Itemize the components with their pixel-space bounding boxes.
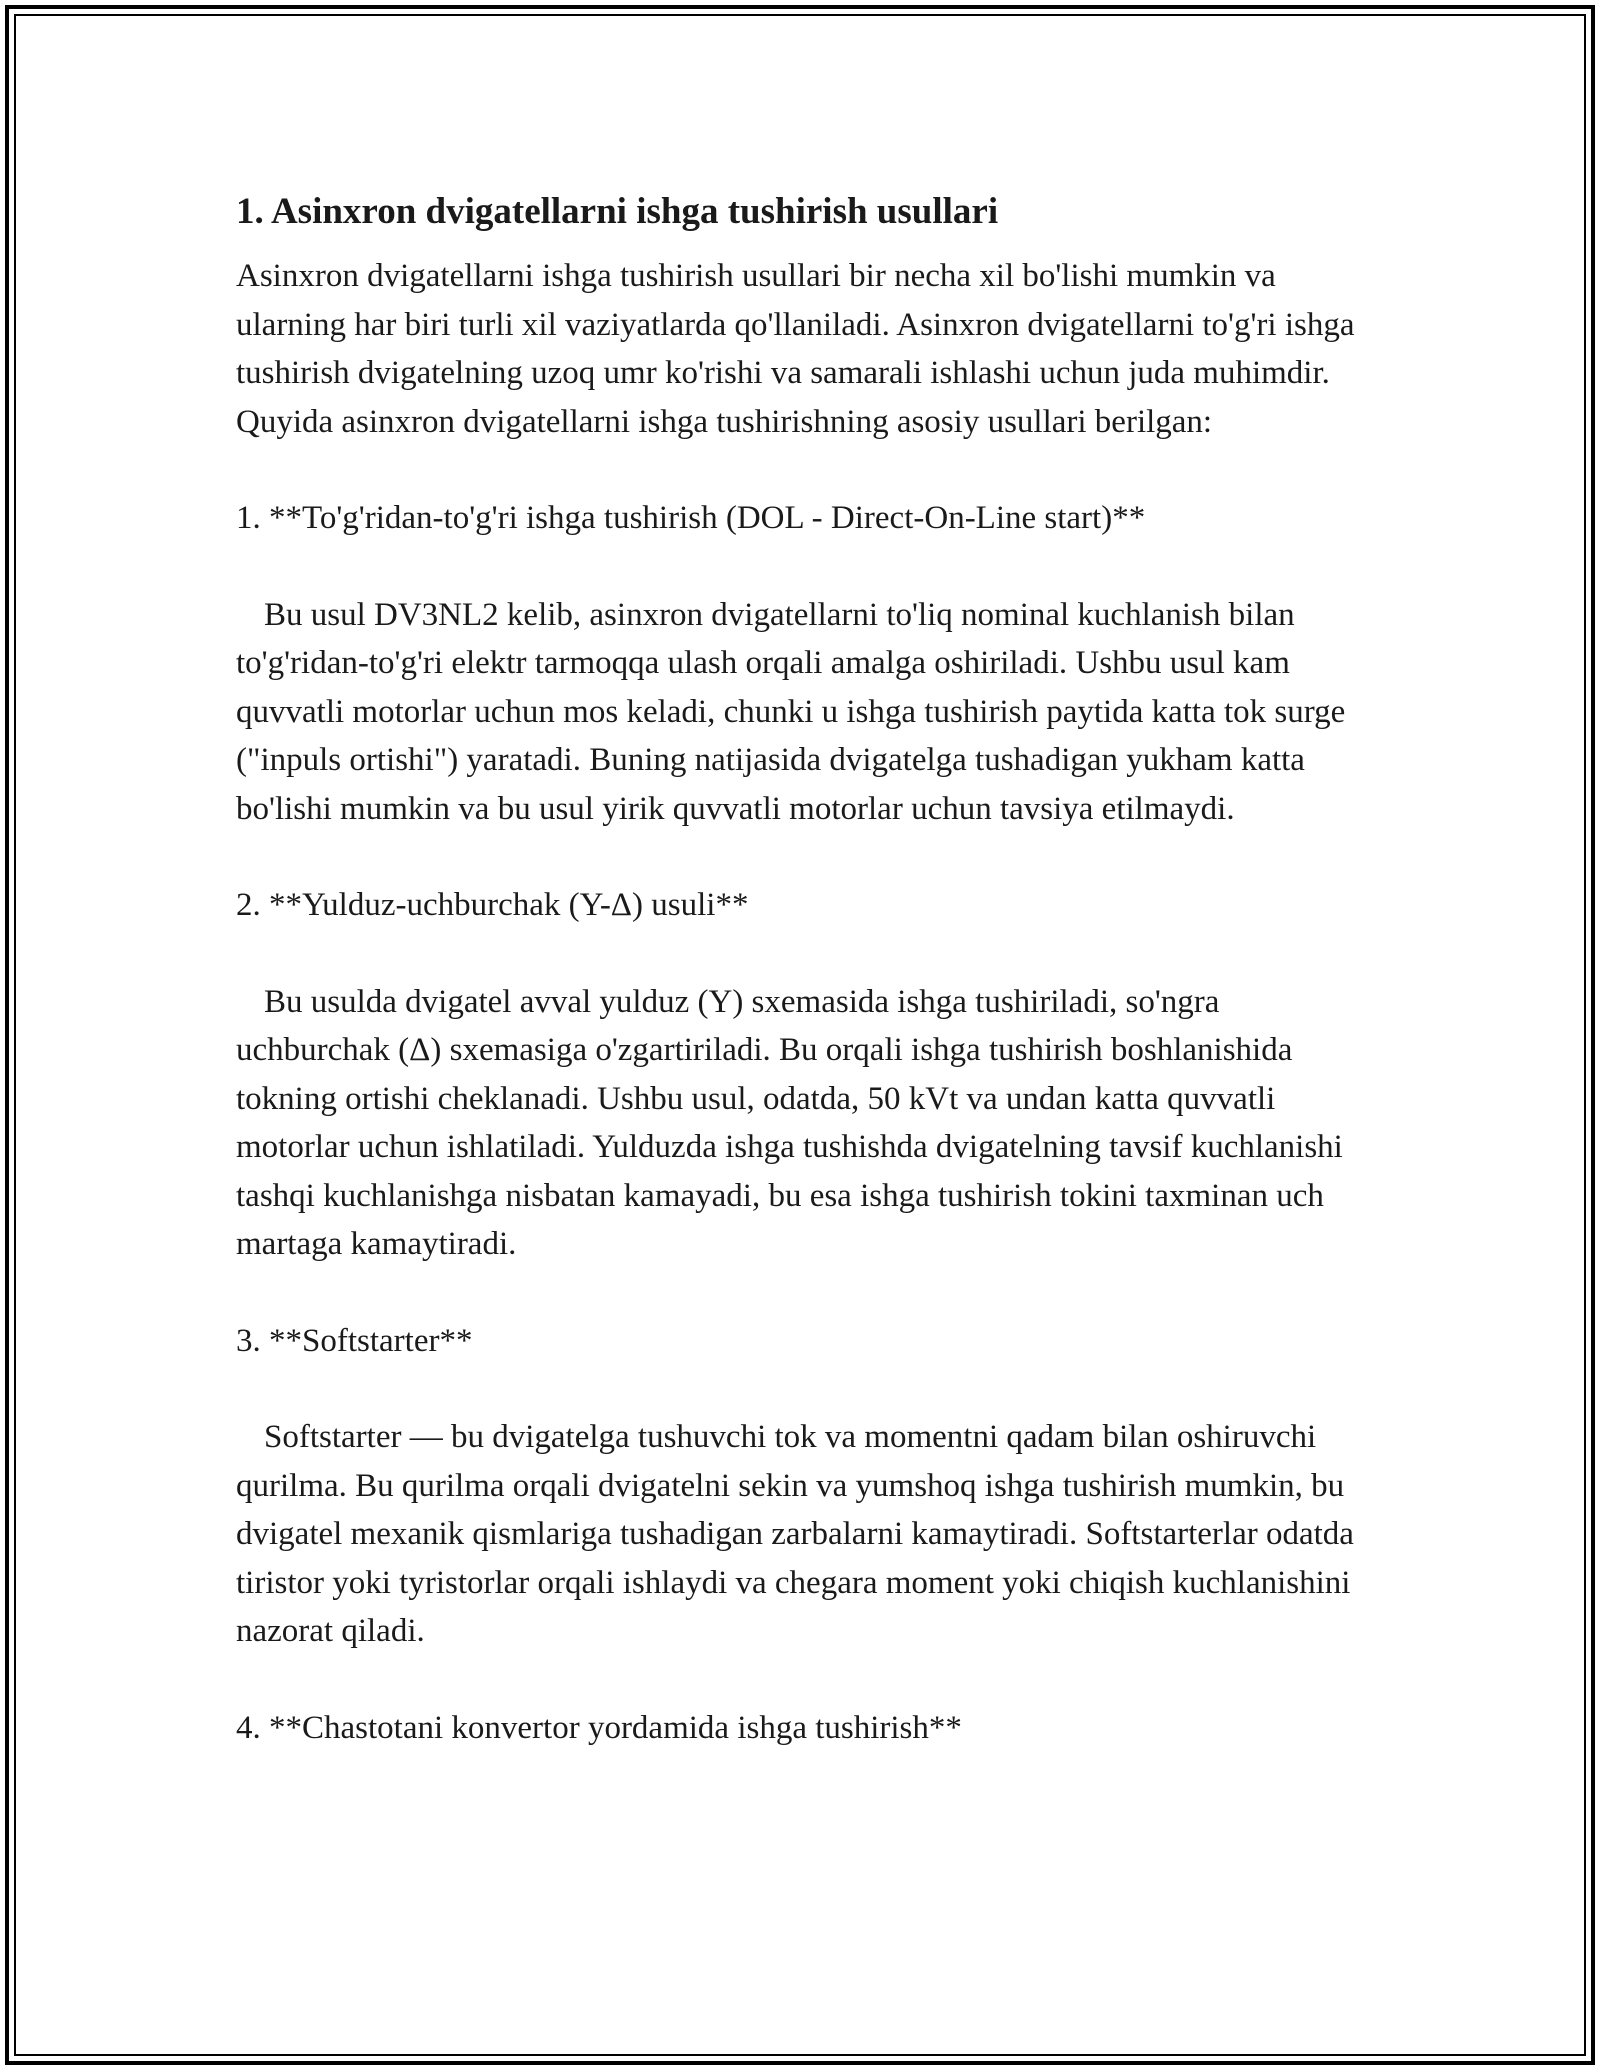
section-2-heading: 2. **Yulduz-uchburchak (Y-Δ) usuli** (236, 887, 749, 923)
document-body (236, 186, 1366, 1800)
section-1-heading: 1. **To'g'ridan-to'g'ri ishga tushirish (DOL - Direct-On-Line start)** (236, 500, 1146, 536)
section-1-body: Bu usul DV3NL2 kelib, asinxron dvigatellarni to'liq nominal kuchlanish bilan to'g'ridan-to'g'ri elektr tarmoqqa ulash orqali amalga oshiriladi. Ushbu usul kam quvvatli motorlar uchun mos keladi, chunki u ishga tushirish paytida katta tok surge ("inpuls ortishi") yaratadi. Buning natijasida dvigatelga tushadigan yukham katta bo'lishi mumkin va bu usul yirik quvvatli motorlar uchun tavsiya etilmaydi. (236, 596, 1346, 827)
section-2-body: Bu usulda dvigatel avval yulduz (Y) sxemasida ishga tushiriladi, so'ngra uchburchak (Δ) sxemasiga o'zgartiriladi. Bu orqali ishga tushirish boshlanishida tokning ortishi cheklanadi. Ushbu usul, odatda, 50 kVt va undan katta quvvatli motorlar uchun ishlatiladi. Yulduzda ishga tushishda dvigatelning tavsif kuchlanishi tashqi kuchlanishga nisbatan kamayadi, bu esa ishga tushirish tokini taxminan uch martaga kamaytiradi. (236, 983, 1343, 1262)
section-3-body: Softstarter — bu dvigatelga tushuvchi tok va momentni qadam bilan oshiruvchi qurilma. Bu qurilma orqali dvigatelni sekin va yumshoq ishga tushirish mumkin, bu dvigatel mexanik qismlariga tushadigan zarbalarni kamaytiradi. Softstarterlar odatda tiristor yoki tyristorlar orqali ishlaydi va chegara moment yoki chiqish kuchlanishini nazorat qiladi. (236, 1419, 1354, 1649)
section-4-heading: 4. **Chastotani konvertor yordamida ishga tushirish** (236, 1709, 962, 1746)
intro-paragraph: Asinxron dvigatellarni ishga tushirish usullari bir necha xil bo'lishi mumkin va ularning har biri turli xil vaziyatlarda qo'llaniladi. Asinxron dvigatellarni to'g'ri ishga tushirish dvigatelning uzoq umr ko'rishi va samarali ishlashi uchun juda muhimdir. Quyida asinxron dvigatellarni ishga tushirishning asosiy usullari berilgan: (236, 258, 1355, 440)
document-title: 1. Asinxron dvigatellarni ishga tushirish usullari (236, 191, 999, 232)
section-3-heading: 3. **Softstarter** (236, 1322, 473, 1359)
